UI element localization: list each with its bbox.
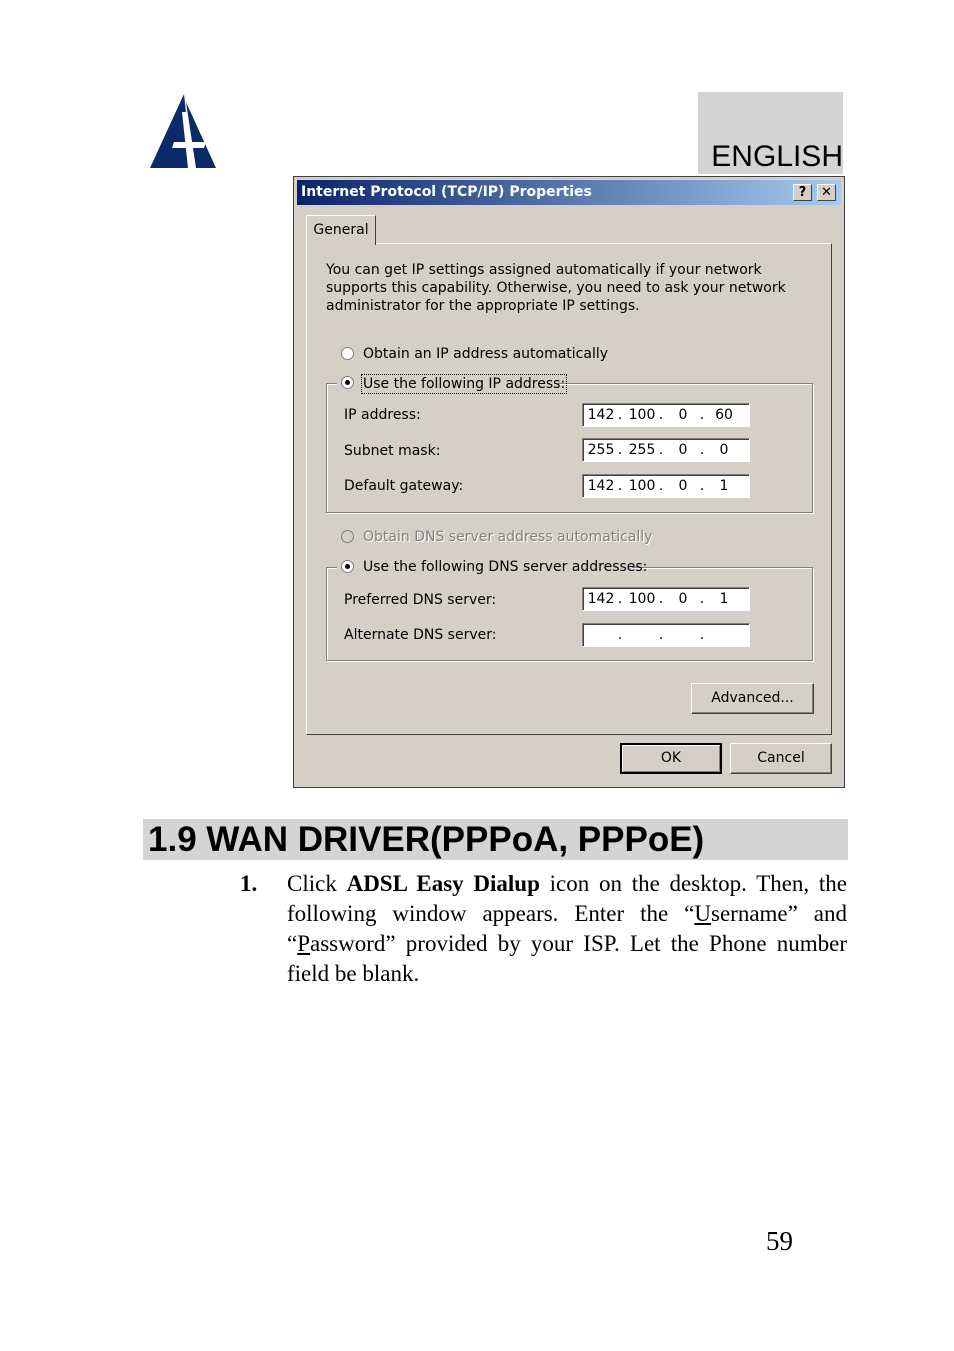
language-label: ENGLISH [711,140,843,173]
dialog-titlebar [297,180,841,205]
dialog-title: Internet Protocol (TCP/IP) Properties [301,184,592,200]
help-button[interactable]: ? [793,184,812,201]
subnet-mask-label: Subnet mask: [344,443,441,459]
use-dns-label: Use the following DNS server addresses: [363,559,648,575]
default-gateway-label: Default gateway: [344,478,464,494]
step-number: 1. [240,871,258,896]
preferred-dns-label: Preferred DNS server: [344,592,497,608]
intro-text: You can get IP settings assigned automatically if your network supports this capability. Otherwise, you need to ask your network administrator for the appropriate IP settings. [326,262,786,314]
cancel-button[interactable]: Cancel [730,743,832,774]
default-gateway-input[interactable]: 142 . 100 . 0 . 1 [582,474,750,498]
use-ip-radio[interactable] [341,376,354,389]
advanced-button[interactable]: Advanced... [691,683,814,714]
use-dns-radio[interactable] [341,560,354,573]
obtain-dns-radio[interactable] [341,530,354,543]
company-logo-icon [148,92,218,170]
step-text: Click ADSL Easy Dialup icon on the desktop. Then, the following window appears. Enter the “Username” and “Password” provided by your ISP. Let the Phone number field be blank. [287,871,848,986]
use-ip-label: Use the following IP address: [363,376,566,392]
section-title: 1.9 WAN DRIVER(PPPoA, PPPoE) [148,820,705,859]
alternate-dns-input[interactable]: . . . [582,623,750,647]
tcpip-properties-dialog [293,176,845,788]
obtain-ip-radio[interactable] [341,347,354,360]
close-button[interactable]: ✕ [817,184,836,201]
subnet-mask-input[interactable]: 255 . 255 . 0 . 0 [582,438,750,462]
ok-button[interactable]: OK [620,743,722,774]
preferred-dns-input[interactable]: 142 . 100 . 0 . 1 [582,587,750,611]
alternate-dns-label: Alternate DNS server: [344,627,497,643]
page-number: 59 [766,1226,793,1256]
obtain-ip-label: Obtain an IP address automatically [363,346,609,362]
ip-address-input[interactable]: 142 . 100 . 0 . 60 [582,403,750,427]
tab-general[interactable]: General [306,215,376,245]
ip-address-label: IP address: [344,407,421,423]
obtain-dns-label: Obtain DNS server address automatically [363,529,653,545]
adsl-easy-dialup-text: ADSL Easy Dialup [346,871,540,896]
